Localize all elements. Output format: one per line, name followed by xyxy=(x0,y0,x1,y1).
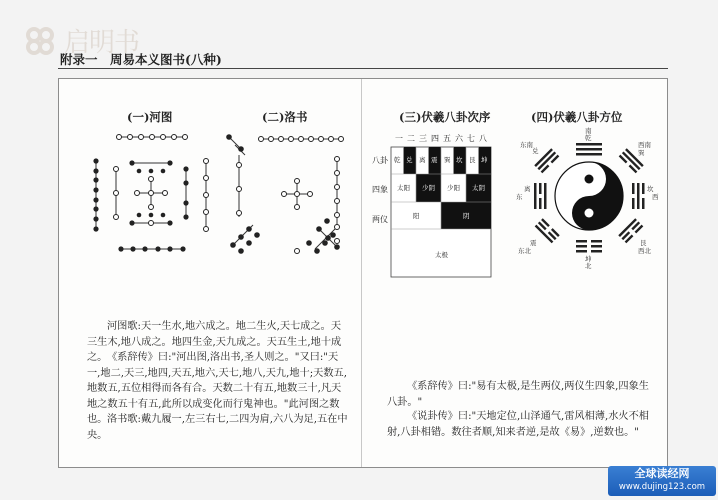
luoshu-song-paragraph: 洛书歌:戴九履一,左三右七,二四为肩,六八为足,五在中央。 xyxy=(87,414,348,441)
four-image-label: 少阳 xyxy=(447,184,460,192)
trigram-label: 巽 xyxy=(444,156,451,164)
trigram-name: 坤 xyxy=(585,255,592,263)
trigram-label: 震 xyxy=(431,156,438,164)
order-number: 七 xyxy=(467,134,475,143)
watermark-title: 全球读经网 xyxy=(634,467,690,480)
fuxi-order-title: (三)伏羲八卦次序 xyxy=(399,110,491,124)
trigram-label: 坎 xyxy=(456,156,463,164)
order-number: 一 xyxy=(395,134,403,143)
page-spine xyxy=(361,79,362,467)
four-image-label: 少阴 xyxy=(422,184,435,192)
yin-yang-icon xyxy=(555,162,623,230)
trigram-name: 坎 xyxy=(647,185,654,193)
direction-label: 南 xyxy=(585,127,592,135)
logo-text: 启明书 xyxy=(64,28,140,58)
taiji-label: 太极 xyxy=(435,251,448,259)
trigram-name: 巽 xyxy=(638,149,645,157)
order-number: 五 xyxy=(443,134,451,143)
hetu-diagram xyxy=(87,131,217,256)
xici-taiji-paragraph: 《系辞传》曰:"易有太极,是生两仪,两仪生四象,四象生八卦。" xyxy=(387,381,649,408)
fuxi-order-diagram xyxy=(371,129,506,281)
luoshu-diagram xyxy=(219,129,354,264)
direction-label: 西北 xyxy=(638,247,651,255)
direction-label: 西 xyxy=(652,193,659,201)
direction-label: 北 xyxy=(585,262,592,270)
two-mode-label: 阴 xyxy=(463,212,470,220)
order-number: 三 xyxy=(419,134,427,143)
hetu-song-paragraph: 河图歌:天一生水,地六成之。地二生火,天七成之。天三生木,地八成之。地四生金,天九成之。天五生土,地十成之。 xyxy=(87,321,342,363)
four-image-label: 太阴 xyxy=(472,184,485,192)
four-image-label: 太阳 xyxy=(397,184,410,192)
trigram-label: 离 xyxy=(419,156,426,164)
two-mode-label: 阳 xyxy=(413,212,420,220)
trigram-name: 离 xyxy=(524,185,531,193)
trigram-label: 坤 xyxy=(481,156,488,164)
shuogua-paragraph: 《说卦传》曰:"天地定位,山泽通气,雷风相薄,水火不相射,八卦相错。数往者顺,知来者逆,是故《易》,逆数也。" xyxy=(387,411,649,438)
direction-label: 东 xyxy=(516,193,523,201)
direction-label: 东北 xyxy=(518,247,531,255)
clover-logo-icon xyxy=(24,26,58,56)
trigram-label: 艮 xyxy=(469,156,476,164)
row-label: 八卦 xyxy=(372,156,388,165)
order-number: 二 xyxy=(407,134,415,143)
heading-divider xyxy=(58,68,668,69)
trigram-name: 震 xyxy=(530,239,537,247)
fuxi-position-diagram xyxy=(514,125,664,270)
trigram-name: 兑 xyxy=(532,147,539,155)
book-spread xyxy=(58,78,668,468)
trigram-label: 乾 xyxy=(394,156,401,164)
row-label: 两仪 xyxy=(372,215,388,224)
trigram-name: 艮 xyxy=(640,239,647,247)
order-number: 四 xyxy=(431,134,439,143)
site-watermark[interactable] xyxy=(608,466,716,496)
direction-label: 西南 xyxy=(638,141,651,149)
xici-hetu-paragraph: 《系辞传》曰:"河出图,洛出书,圣人则之。"又曰:"天一,地二,天三,地四,天五,地六,天七,地八,天九,地十;天数五,地数五,五位相得而各有合。天数二十有五,地数三十,凡天地之数五十有五,此所以成变化而行鬼神也。"此河图之数也。 xyxy=(87,352,347,425)
order-number: 六 xyxy=(455,134,463,143)
order-number: 八 xyxy=(479,134,487,143)
hetu-title: (一)河图 xyxy=(127,110,173,124)
fuxi-position-title: (四)伏羲八卦方位 xyxy=(531,110,623,124)
row-label: 四象 xyxy=(372,185,388,194)
watermark-url: www.dujing123.com xyxy=(618,482,706,492)
page-heading: 附录一 周易本义图书(八种) xyxy=(60,52,222,67)
direction-label: 东南 xyxy=(520,141,533,149)
trigram-label: 兑 xyxy=(406,156,413,164)
trigram-name: 乾 xyxy=(585,134,592,142)
luoshu-title: (二)洛书 xyxy=(262,110,308,124)
